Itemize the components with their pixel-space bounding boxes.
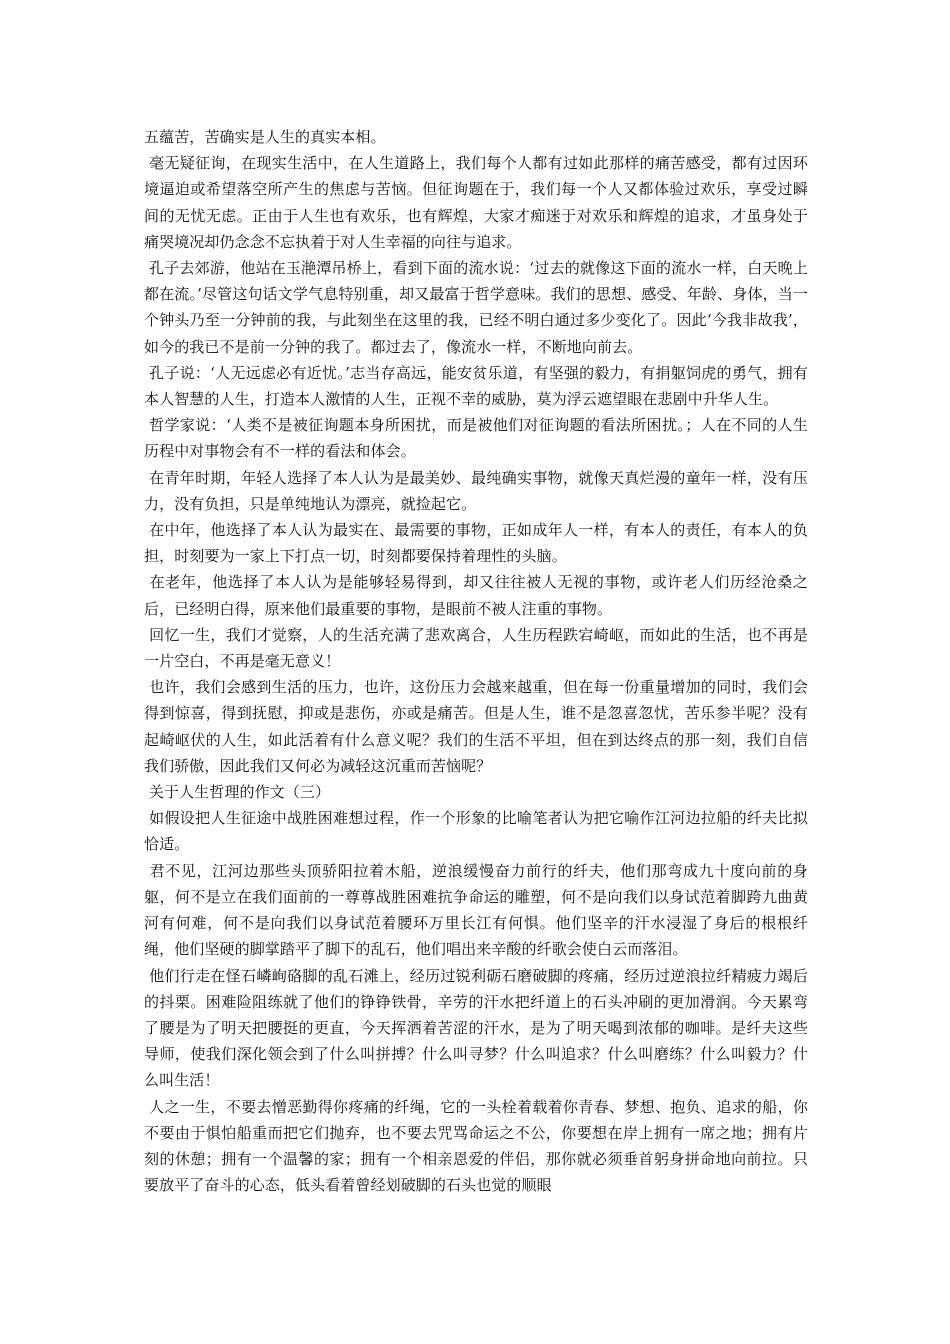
paragraph: 孔子说：‘人无远虑必有近忧。’志当存高远，能安贫乐道，有坚强的毅力，有捐躯饲虎的勇气，拥有本人智慧的人生，打造本人激情的人生，正视不幸的威胁，莫为浮云遮望眼在悲剧中升华人生。 [144,363,808,409]
paragraph: 在老年，他选择了本人认为是能够轻易得到，却又往往被人无视的事物，或许老人们历经沧桑之后，已经明白得，原来他们最重要的事物，是眼前不被人注重的事物。 [144,573,808,618]
paragraph: 他们行走在怪石嶙峋硌脚的乱石滩上，经历过锐利砺石磨破脚的疼痛，经历过逆浪拉纤精疲力竭后的抖栗。困难险阻练就了他们的铮铮铁骨，辛劳的汗水把纤道上的石头冲刷的更加滑润。今天累弯了腰是为了明天把腰挺的更直，今天挥洒着苦涩的汗水，是为了明天喝到浓郁的咖啡。是纤夫这些导师，使我们深化领会到了什么叫拼搏？什么叫寻梦？什么叫追求？什么叫磨练？什么叫毅力？什么叫生活！ [144,966,808,1090]
paragraph: 如假设把人生征途中战胜困难想过程，作一个形象的比喻笔者认为把它喻作江河边拉船的纤夫比拟恰适。 [144,809,808,854]
paragraph: 孔子去郊游，他站在玉滟潭吊桥上，看到下面的流水说：‘过去的就像这下面的流水一样，白天晚上都在流。’尽管这句话文学气息特别重，却又最富于哲学意味。我们的思想、感受、年龄、身体，当一个钟头乃至一分钟前的我，与此刻坐在这里的我，已经不明白通过多少变化了。因此‘今我非故我’，如今的我已不是前一分钟的我了。都过去了，像流水一样，不断地向前去。 [144,259,808,356]
paragraph: 人之一生，不要去憎恶勤得你疼痛的纤绳，它的一头栓着载着你青春、梦想、抱负、追求的船，你不要由于惧怕船重而把它们抛弃，也不要去咒骂命运之不公，你要想在岸上拥有一席之地；拥有片刻的休憩；拥有一个温馨的家；拥有一个相亲恩爱的伴侣，那你就必须垂首躬身拼命地向前拉。只要放平了奋斗的心态，低头看着曾经划破脚的石头也觉的顺眼 [144,1097,808,1195]
paragraph: 回忆一生，我们才觉察，人的生活充满了悲欢离合，人生历程跌宕崎岖，而如此的生活，也不再是一片空白，不再是毫无意义！ [144,625,808,671]
paragraph: 君不见，江河边那些头顶骄阳拉着木船，逆浪缓慢奋力前行的纤夫，他们那弯成九十度向前的身躯，何不是立在我们面前的一尊尊战胜困难抗争命运的雕塑，何不是向我们以身试范着脚跨九曲黄河有何难，何不是向我们以身试范着腰环万里长江有何惧。他们坚辛的汗水浸湿了身后的根根纤绳，他们坚硬的脚掌踏平了脚下的乱石，他们唱出来辛酸的纤歌会使白云而落泪。 [144,861,808,959]
paragraph: 也许，我们会感到生活的压力，也许，这份压力会越来越重，但在每一份重量增加的同时，我们会得到惊喜，得到抚慰，抑或是悲伤，亦或是痛苦。但是人生，谁不是忽喜忽忧，苦乐参半呢？没有起崎岖伏的人生，如此活着有什么意义呢？我们的生活不平坦，但在到达终点的那一刻，我们自信我们骄傲，因此我们又何必为减轻这沉重而苦恼呢？ [144,678,808,775]
paragraph: 哲学家说：‘人类不是被征询题本身所困扰，而是被他们对征询题的看法所困扰。；人在不同的人生历程中对事物会有不一样的看法和体会。 [144,416,808,461]
paragraph: 五蕴苦，苦确实是人生的真实本相。 [144,128,386,146]
paragraph: 毫无疑征询，在现实生活中，在人生道路上，我们每个人都有过如此那样的痛苦感受，都有过因环境逼迫或希望落空所产生的焦虑与苦恼。但征询题在于，我们每一个人又都体验过欢乐，享受过瞬间的无忧无虑。正由于人生也有欢乐，也有辉煌，大家才痴迷于对欢乐和辉煌的追求，才虽身处于痛哭境况却仍念念不忘执着于对人生幸福的向往与追求。 [144,154,808,251]
paragraph: 在中年，他选择了本人认为最实在、最需要的事物，正如成年人一样，有本人的责任，有本人的负担，时刻要为一家上下打点一切，时刻都要保持着理性的头脑。 [144,521,808,566]
document-body [144,124,808,1198]
paragraph: 在青年时期，年轻人选择了本人认为是最美妙、最纯确实事物，就像天真烂漫的童年一样，没有压力，没有负担，只是单纯地认为漂亮，就捡起它。 [144,468,808,513]
section-heading: 关于人生哲理的作文（三） [144,783,331,802]
